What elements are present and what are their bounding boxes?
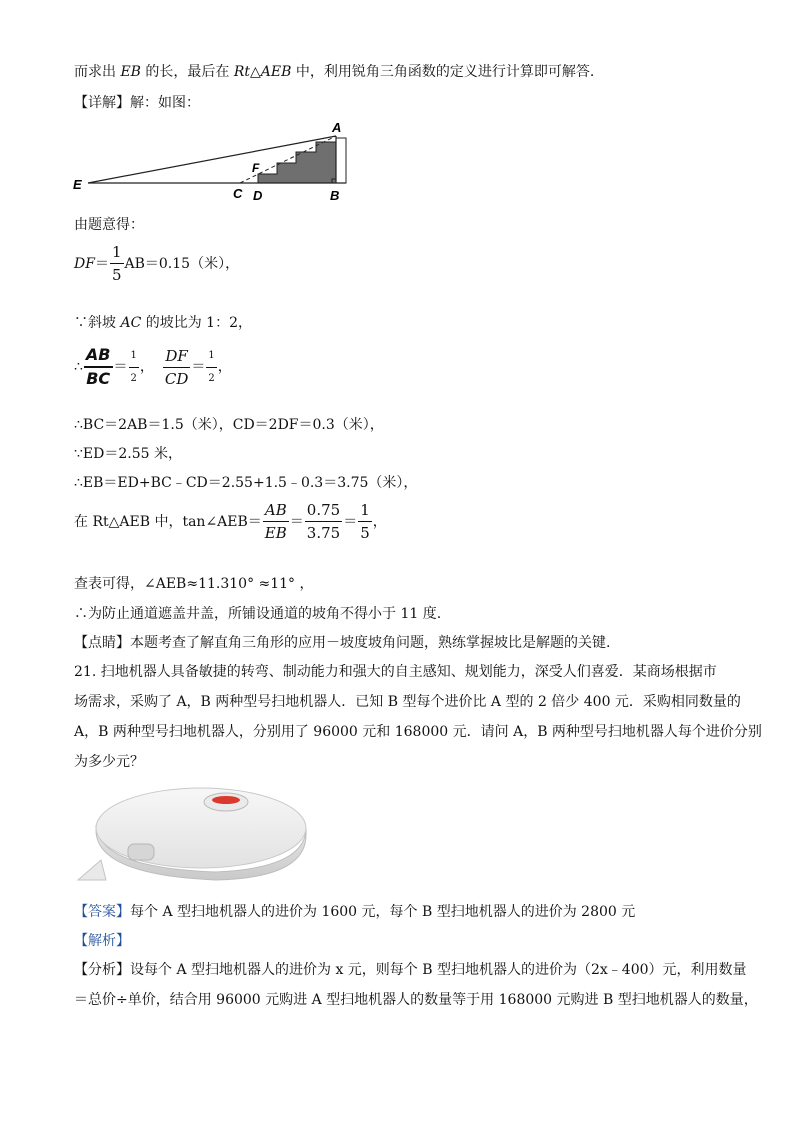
fraction-numerator: DF xyxy=(163,346,191,368)
fraction-numerator: 1 xyxy=(110,242,124,264)
fraction-numerator: 1 xyxy=(129,346,139,368)
step-8 xyxy=(74,500,387,543)
comma: ， xyxy=(372,513,387,530)
step-5: ∴BC＝2AB＝1.5（米），CD＝2DF＝0.3（米）， xyxy=(74,417,384,433)
fraction-one-fifth xyxy=(358,500,372,543)
fenxi-line-1 xyxy=(74,960,747,980)
q21-line-1: 21. 扫地机器人具备敏捷的转弯、制动能力和强大的自主感知、规划能力，深受人们喜爱．某商场根据市 xyxy=(74,664,717,680)
robot-front-window xyxy=(128,844,154,860)
detail-text: 解：如图： xyxy=(130,95,200,111)
step-3 xyxy=(74,313,252,333)
fraction-denominator: BC xyxy=(86,369,111,388)
step-3-text: ∵斜坡 xyxy=(74,315,116,331)
pillar xyxy=(336,138,346,183)
fraction-half xyxy=(206,346,216,389)
robot-sensor-red xyxy=(212,796,240,804)
label-c: C xyxy=(233,186,243,201)
slope-figure xyxy=(70,118,370,206)
label-b: B xyxy=(330,188,340,203)
step-2-eq: ＝ xyxy=(94,255,109,272)
step-3-var: AC xyxy=(120,315,142,331)
step-10: ∴为防止通道遮盖井盖，所铺设通道的坡角不得小于 11 度. xyxy=(74,606,442,622)
comment-line xyxy=(74,633,610,653)
equals-sign: ＝ xyxy=(289,513,304,530)
therefore-symbol: ∴ xyxy=(74,359,83,375)
fraction-denominator: 5 xyxy=(360,524,370,542)
fenxi-tag: 【分析】 xyxy=(74,962,130,978)
q21-line-4: 为多少元？ xyxy=(74,754,144,770)
step-6: ∵ED＝2.55 米， xyxy=(74,446,182,462)
robot-top xyxy=(96,788,306,868)
fraction-denominator: EB xyxy=(264,524,287,542)
fraction-numerator: AB xyxy=(263,500,289,522)
comma: ， xyxy=(217,359,232,375)
fraction-df-cd xyxy=(163,346,191,389)
fraction-numerator: 1 xyxy=(358,500,372,522)
detail-line xyxy=(74,93,200,113)
answer-tag: 【答案】 xyxy=(74,904,130,920)
fraction-denominator: 3.75 xyxy=(306,524,341,542)
fraction-ab-bc xyxy=(84,345,113,389)
fenxi-text: 设每个 A 型扫地机器人的进价为 x 元，则每个 B 型扫地机器人的进价为（2x﹣400）元，利用数量 xyxy=(130,962,747,978)
label-d: D xyxy=(253,188,263,203)
label-f: F xyxy=(252,161,260,175)
comment-text: 本题考查了解直角三角形的应用－坡度坡角问题，熟练掌握坡比是解题的关键. xyxy=(130,635,611,651)
comment-tag: 【点睛】 xyxy=(74,635,130,651)
fraction-numerator: 1 xyxy=(206,346,216,368)
equals-sign: ＝ xyxy=(191,359,206,375)
equals-sign: ＝ xyxy=(113,359,128,375)
fraction-numerator: 0.75 xyxy=(305,500,342,522)
step-9: 查表可得，∠AEB≈11.310° ≈11° ， xyxy=(74,576,314,592)
equals-sign: ＝ xyxy=(343,513,358,530)
step-3-text: 的坡比为 1：2， xyxy=(145,315,252,331)
detail-tag: 【详解】 xyxy=(74,95,130,111)
step-1: 由题意得： xyxy=(74,217,144,233)
fraction-half xyxy=(129,346,139,389)
intro-triangle: Rt△AEB xyxy=(233,64,292,80)
answer-line xyxy=(74,902,635,922)
intro-var-eb: EB xyxy=(120,64,141,80)
label-e: E xyxy=(73,177,82,192)
step-2-post: AB＝0.15（米）， xyxy=(124,255,240,272)
fenxi-line-2: ＝总价÷单价，结合用 96000 元购进 A 型扫地机器人的数量等于用 168000 元购进 B 型扫地机器人的数量， xyxy=(74,992,758,1008)
step-8-text: 在 Rt△AEB 中，tan∠AEB＝ xyxy=(74,513,262,530)
q21-line-2: 场需求，采购了 A，B 两种型号扫地机器人．已知 B 型每个进价比 A 型的 2 倍少 400 元．采购相同数量的 xyxy=(74,694,741,710)
robot-vacuum-image xyxy=(76,780,316,890)
label-a: A xyxy=(332,120,342,135)
answer-text: 每个 A 型扫地机器人的进价为 1600 元，每个 B 型扫地机器人的进价为 2800 元 xyxy=(130,904,636,920)
fraction-denominator: 2 xyxy=(130,372,137,384)
fraction-denominator: 5 xyxy=(111,266,122,284)
fraction-denominator: 2 xyxy=(208,372,215,384)
q21-line-3: A，B 两种型号扫地机器人，分别用了 96000 元和 168000 元．请问 A，B 两种型号扫地机器人每个进价分别 xyxy=(74,724,762,740)
intro-text: 而求出 xyxy=(74,64,116,80)
intro-line xyxy=(74,62,594,82)
fraction-ab-eb xyxy=(263,500,289,543)
fraction-one-fifth xyxy=(110,242,124,285)
step-2 xyxy=(74,242,239,285)
intro-text: 的长，最后在 xyxy=(145,64,230,80)
fraction-denominator: CD xyxy=(164,369,189,388)
fraction-075-375 xyxy=(305,500,342,543)
step-2-var: DF xyxy=(74,255,95,272)
intro-text: 中，利用锐角三角函数的定义进行计算即可解答. xyxy=(295,64,595,80)
step-7: ∴EB＝ED+BC﹣CD＝2.55+1.5﹣0.3＝3.75（米）， xyxy=(74,475,418,491)
comma: ， xyxy=(139,359,154,375)
fraction-numerator: AB xyxy=(84,345,113,368)
analysis-tag: 【解析】 xyxy=(74,933,130,949)
step-4 xyxy=(74,345,232,389)
